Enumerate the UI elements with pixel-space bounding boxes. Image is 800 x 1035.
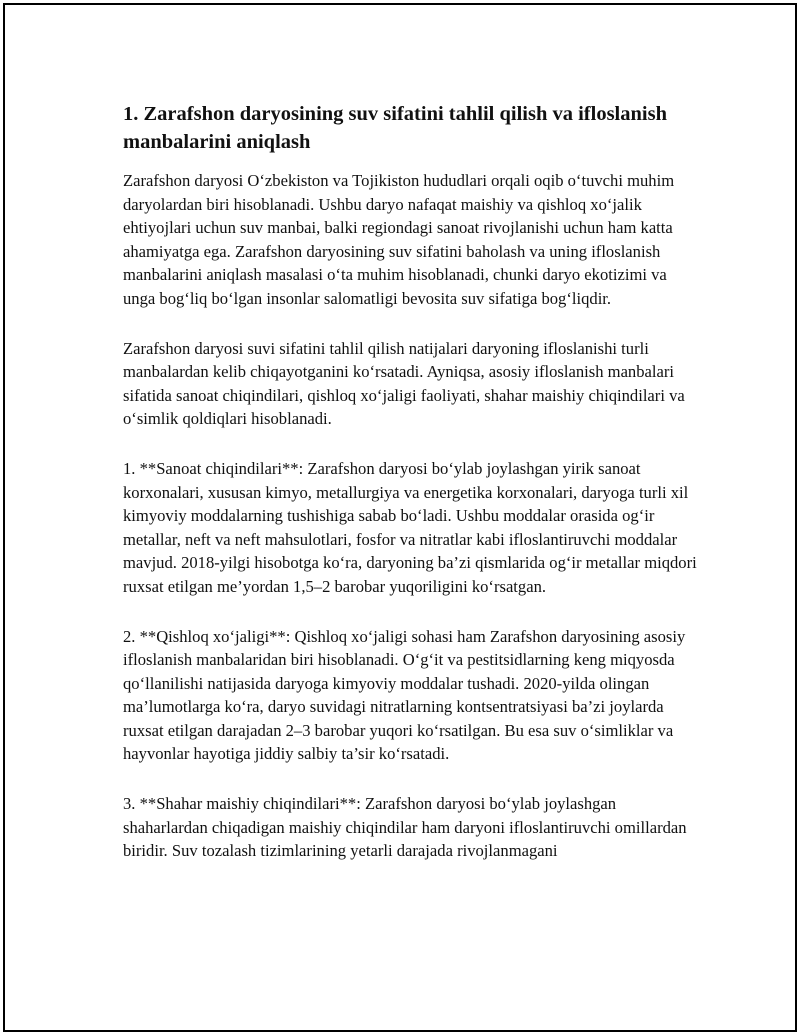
paragraph-industrial-waste: 1. **Sanoat chiqindilari**: Zarafshon daryosi bo‘ylab joylashgan yirik sanoat korxonalari, xususan kimyo, metallurgiya va energetika korxonalari, daryoga turli xil kimyoviy moddalarning tushishiga sabab bo‘ladi. Ushbu moddalar orasida og‘ir metallar, neft va neft mahsulotlari, fosfor va nitratlar kabi ifloslantiruvchi moddalar mavjud. 2018-yilgi hisobotga ko‘ra, daryoning ba’zi qismlarida og‘ir metallar miqdori ruxsat etilgan me’yordan 1,5–2 barobar yuqoriligini ko‘rsatgan. xyxy=(123,458,697,596)
section-heading: 1. Zarafshon daryosining suv sifatini tahlil qilish va ifloslanish manbalarini aniqlash xyxy=(123,103,667,153)
document-body xyxy=(123,100,698,863)
page-frame xyxy=(3,3,797,1032)
paragraph-intro: Zarafshon daryosi O‘zbekiston va Tojikiston hududlari orqali oqib o‘tuvchi muhim daryolardan biri hisoblanadi. Ushbu daryo nafaqat maishiy va qishloq xo‘jalik ehtiyojlari uchun suv manbai, balki regiondagi sanoat rivojlanishi uchun ham katta ahamiyatga ega. Zarafshon daryosining suv sifatini baholash va uning ifloslanish manbalarini aniqlash masalasi o‘ta muhim hisoblanadi, chunki daryo ekotizimi va unga bog‘liq bo‘lgan insonlar salomatligi bevosita suv sifatiga bog‘liqdir. xyxy=(123,171,675,308)
paragraph-agriculture: 2. **Qishloq xo‘jaligi**: Qishloq xo‘jaligi sohasi ham Zarafshon daryosining asosiy ifloslanish manbalaridan biri hisoblanadi. O‘g‘it va pestitsidlarning keng miqyosda qo‘llanilishi natijasida daryoga kimyoviy moddalar tushadi. 2020-yilda olingan ma’lumotlarga ko‘ra, daryo suvidagi nitratlarning kontsentratsiyasi ba’zi joylarda ruxsat etilgan darajadan 2–3 barobar yuqori ko‘rsatilgan. Bu esa suv o‘simliklar va hayvonlar hayotiga jiddiy salbiy ta’sir ko‘rsatadi. xyxy=(123,626,686,764)
paragraph-analysis-summary: Zarafshon daryosi suvi sifatini tahlil qilish natijalari daryoning ifloslanishi turli manbalardan kelib chiqayotganini ko‘rsatadi. Ayniqsa, asosiy ifloslanish manbalari sifatida sanoat chiqindilari, qishloq xo‘jaligi faoliyati, shahar maishiy chiqindilari va o‘simlik qoldiqlari hisoblanadi. xyxy=(123,338,685,429)
paragraph-municipal-waste: 3. **Shahar maishiy chiqindilari**: Zarafshon daryosi bo‘ylab joylashgan shaharlardan chiqadigan maishiy chiqindilar ham daryoni ifloslantiruvchi omillardan biridir. Suv tozalash tizimlarining yetarli darajada rivojlanmagani xyxy=(123,794,687,861)
